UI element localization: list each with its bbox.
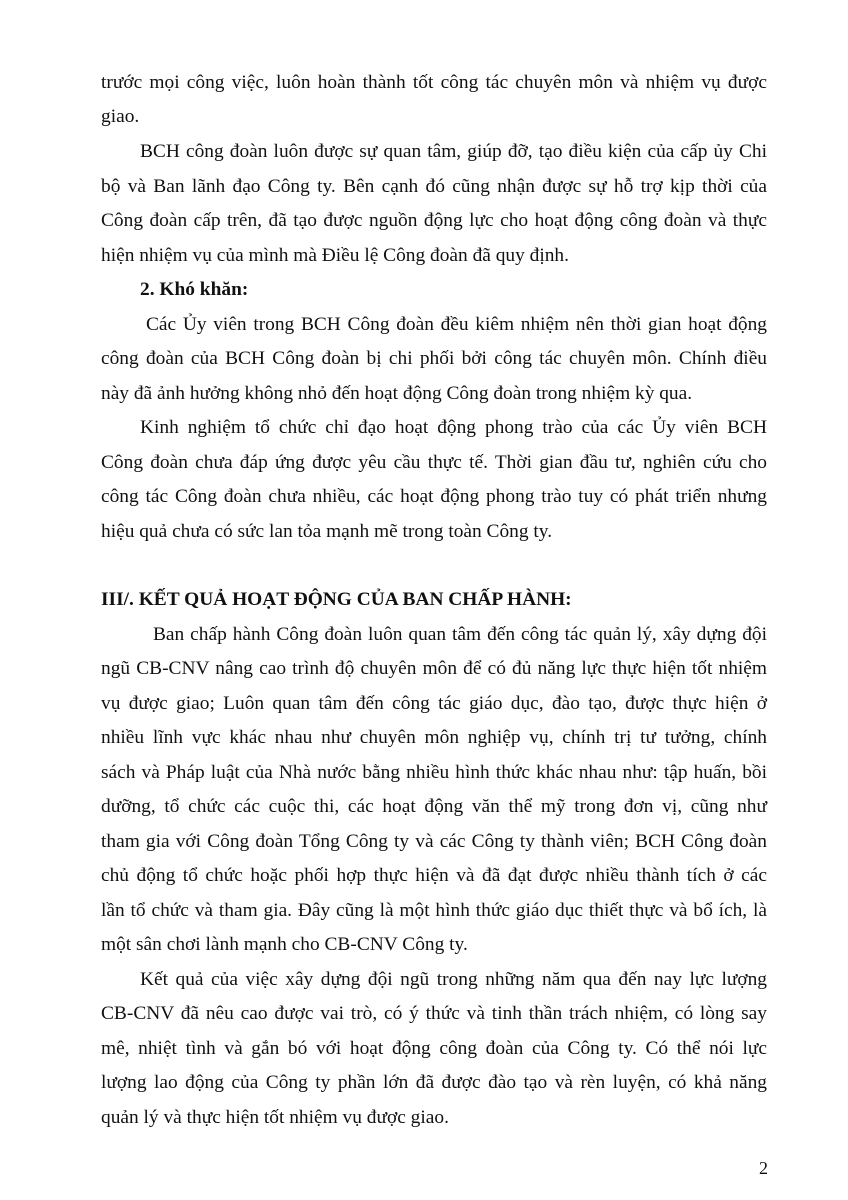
text-line: dưỡng, tổ chức các cuộc thi, các hoạt động văn thể mỹ trong đơn vị, cũng như bbox=[101, 796, 767, 817]
text-line: lượng lao động của Công ty phần lớn đã được đào tạo và rèn luyện, có khả năng bbox=[101, 1072, 767, 1093]
text-line: nhiều lĩnh vực khác nhau như chuyên môn nghiệp vụ, chính trị tư tưởng, chính bbox=[101, 727, 767, 748]
text-line: sách và Pháp luật của Nhà nước bằng nhiều hình thức khác nhau như: tập huấn, bồi bbox=[101, 762, 767, 783]
text-line: CB-CNV đã nêu cao được vai trò, có ý thức và tinh thần trách nhiệm, có lòng say bbox=[101, 1003, 767, 1024]
text-line: BCH công đoàn luôn được sự quan tâm, giúp đỡ, tạo điều kiện của cấp ủy Chi bbox=[140, 141, 767, 162]
text-line: mê, nhiệt tình và gắn bó với hoạt động công đoàn của Công ty. Có thể nói lực bbox=[101, 1038, 767, 1059]
text-line: Kết quả của việc xây dựng đội ngũ trong những năm qua đến nay lực lượng bbox=[140, 969, 767, 990]
text-line: hiệu quả chưa có sức lan tỏa mạnh mẽ trong toàn Công ty. bbox=[101, 521, 553, 542]
text-line: này đã ảnh hưởng không nhỏ đến hoạt động Công đoàn trong nhiệm kỳ qua. bbox=[101, 383, 693, 404]
text-line: Công đoàn chưa đáp ứng được yêu cầu thực tế. Thời gian đầu tư, nghiên cứu cho bbox=[101, 452, 767, 473]
text-line: công đoàn của BCH Công đoàn bị chi phối bởi công tác chuyên môn. Chính điều bbox=[101, 348, 767, 369]
section-heading-results: III/. KẾT QUẢ HOẠT ĐỘNG CỦA BAN CHẤP HÀNH: bbox=[101, 589, 572, 610]
text-line: chủ động tổ chức hoặc phối hợp thực hiện và đã đạt được nhiều thành tích ở các bbox=[101, 865, 767, 886]
text-line: bộ và Ban lãnh đạo Công ty. Bên cạnh đó cũng nhận được sự hỗ trợ kịp thời của bbox=[101, 176, 767, 197]
text-line: Ban chấp hành Công đoàn luôn quan tâm đến công tác quản lý, xây dựng đội bbox=[153, 624, 767, 645]
text-line: trước mọi công việc, luôn hoàn thành tốt công tác chuyên môn và nhiệm vụ được bbox=[101, 72, 767, 93]
text-line: công tác Công đoàn chưa nhiều, các hoạt động phong trào tuy có phát triển nhưng bbox=[101, 486, 767, 507]
text-line: ngũ CB-CNV nâng cao trình độ chuyên môn để có đủ năng lực thực hiện tốt nhiệm bbox=[101, 658, 767, 679]
text-line: quản lý và thực hiện tốt nhiệm vụ được giao. bbox=[101, 1107, 449, 1128]
page-number: 2 bbox=[759, 1158, 768, 1178]
text-line: một sân chơi lành mạnh cho CB-CNV Công ty. bbox=[101, 934, 468, 955]
text-line: Kinh nghiệm tổ chức chỉ đạo hoạt động phong trào của các Ủy viên BCH bbox=[140, 417, 767, 438]
text-line: hiện nhiệm vụ của mình mà Điều lệ Công đoàn đã quy định. bbox=[101, 245, 569, 266]
text-line: giao. bbox=[101, 106, 140, 127]
text-line: Các Ủy viên trong BCH Công đoàn đều kiêm nhiệm nên thời gian hoạt động bbox=[146, 314, 767, 335]
section-heading-difficulties: 2. Khó khăn: bbox=[140, 279, 249, 300]
text-line: tham gia với Công đoàn Tổng Công ty và các Công ty thành viên; BCH Công đoàn bbox=[101, 831, 767, 852]
text-line: lần tổ chức và tham gia. Đây cũng là một hình thức giáo dục thiết thực và bổ ích, là bbox=[101, 900, 767, 921]
text-line: vụ được giao; Luôn quan tâm đến công tác giáo dục, đào tạo, được thực hiện ở bbox=[101, 693, 767, 714]
text-line: Công đoàn cấp trên, đã tạo được nguồn động lực cho hoạt động công đoàn và thực bbox=[101, 210, 767, 231]
